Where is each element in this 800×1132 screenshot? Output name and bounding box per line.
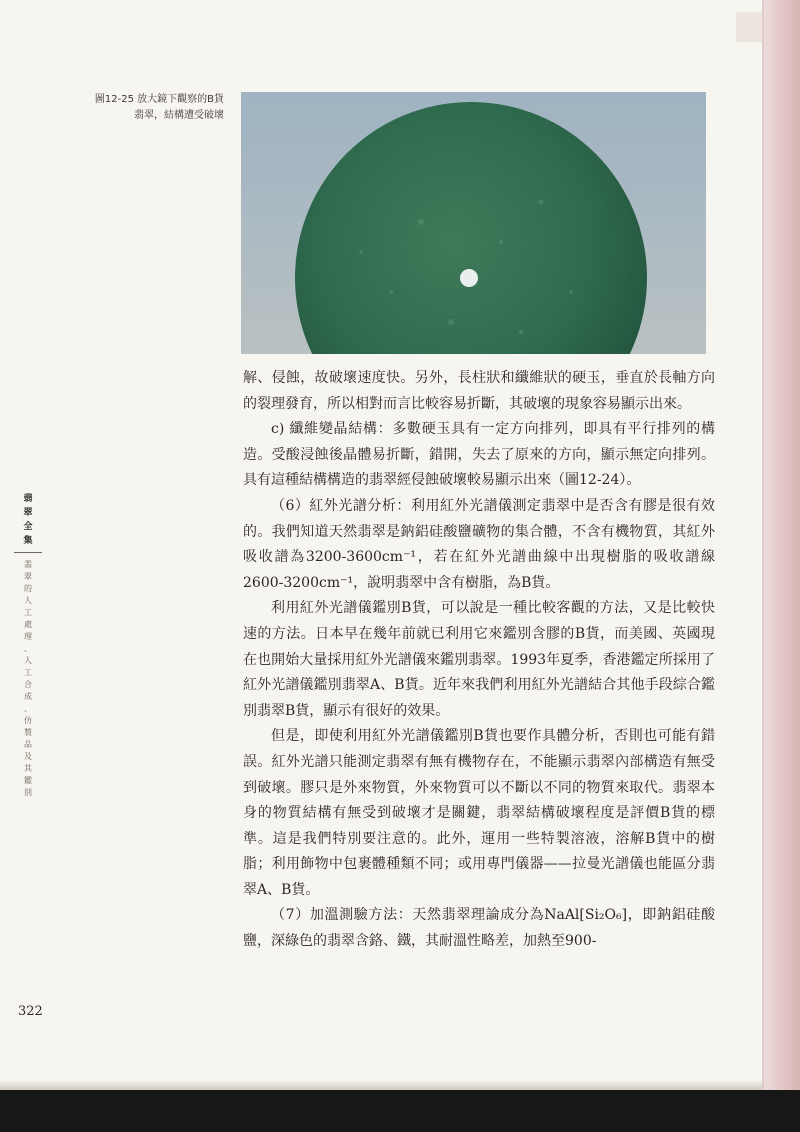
sidebar-title — [18, 492, 38, 799]
chapter-char: 處 — [24, 620, 32, 629]
chapter-char: 其 — [24, 764, 32, 773]
series-char: 全 — [23, 522, 33, 532]
chapter-char: 的 — [24, 584, 32, 593]
paragraph-2: c) 纖維變晶結構：多數硬玉具有一定方向排列，即具有平行排列的構造。受酸浸蝕後晶體易折斷，錯開，失去了原來的方向，顯示無定向排列。具有這種結構構造的翡翠經侵蝕破壞較易顯示出來（圖12-24）。 — [243, 421, 715, 489]
chapter-char: 、 — [24, 644, 32, 653]
series-char: 翠 — [23, 508, 33, 518]
series-char: 集 — [23, 536, 33, 546]
chapter-char: 及 — [24, 752, 32, 761]
disc-center-hole — [460, 269, 478, 287]
page-number: 322 — [18, 1004, 43, 1019]
jade-disc-photo — [241, 92, 706, 354]
paragraph-5: 但是，即使利用紅外光譜儀鑑別B貨也要作具體分析，否則也可能有錯誤。紅外光譜只能測定翡翠有無有機物存在，不能顯示翡翠內部構造有無受到破壞。膠只是外來物質，外來物質可以不斷以不同的物質來取代。翡翠本身的物質結構有無受到破壞才是關鍵，翡翠結構破壞程度是評價B貨的標準。這是我們特別要注意的。此外，運用一些特製溶液，溶解B貨中的樹脂；利用飾物中包裹體種類不同；或用專門儀器——拉曼光譜儀也能區分翡翠A、B貨。 — [243, 728, 715, 898]
chapter-char: 工 — [24, 668, 32, 677]
chapter-char: 鑑 — [24, 776, 32, 785]
paragraph-1: 解、侵蝕，故破壞速度快。另外，長柱狀和纖維狀的硬玉，垂直於長軸方向的裂理發育，所以相對而言比較容易折斷，其破壞的現象容易顯示出來。 — [243, 370, 715, 412]
chapter-char: 理 — [24, 632, 32, 641]
body-text — [243, 366, 715, 955]
sidebar-divider — [14, 552, 42, 553]
chapter-char: 工 — [24, 608, 32, 617]
chapter-char: 別 — [24, 788, 32, 797]
chapter-title — [18, 559, 38, 799]
figure-caption — [52, 92, 224, 124]
caption-line-1: 圖12-25 放大鏡下觀察的B貨 — [94, 94, 224, 105]
paragraph-6: （7）加溫測驗方法：天然翡翠理論成分為NaAl[Si₂O₆]，即鈉鋁硅酸鹽，深綠色的翡翠含鉻、鐵，其耐溫性略差，加熱至900- — [243, 907, 715, 950]
chapter-char: 人 — [24, 656, 32, 665]
scan-border — [0, 1090, 800, 1132]
chapter-char: 、 — [24, 704, 32, 713]
chapter-char: 仿 — [24, 716, 32, 725]
chapter-char: 成 — [24, 692, 32, 701]
series-char: 翡 — [23, 494, 33, 504]
chapter-char: 品 — [24, 740, 32, 749]
chapter-char: 合 — [24, 680, 32, 689]
paragraph-4: 利用紅外光譜儀鑑別B貨，可以說是一種比較客觀的方法，又是比較快速的方法。日本早在幾年前就已利用它來鑑別含膠的B貨，而美國、英國現在也開始大量採用紅外光譜儀來鑑別翡翠。1993年夏季，香港鑑定所採用了紅外光譜儀鑑別翡翠A、B貨。近年來我們利用紅外光譜結合其他手段綜合鑑別翡翠B貨，顯示有很好的效果。 — [243, 600, 715, 719]
caption-line-2: 翡翠，結構遭受破壞 — [134, 110, 224, 121]
book-edge — [762, 0, 800, 1090]
chapter-char: 人 — [24, 596, 32, 605]
page-shadow — [0, 1080, 762, 1090]
chapter-char: 翡 — [24, 560, 32, 569]
paragraph-3: （6）紅外光譜分析：利用紅外光譜儀測定翡翠中是否含有膠是很有效的。我們知道天然翡翠是鈉鋁硅酸鹽礦物的集合體，不含有機物質，其紅外吸收譜為3200-3600cm⁻¹，若在紅外光譜曲線中出現樹脂的吸收譜線2600-3200cm⁻¹，說明翡翠中含有樹脂，為B貨。 — [243, 497, 715, 591]
series-title — [18, 492, 38, 548]
chapter-char: 翠 — [24, 572, 32, 581]
chapter-char: 製 — [24, 728, 32, 737]
